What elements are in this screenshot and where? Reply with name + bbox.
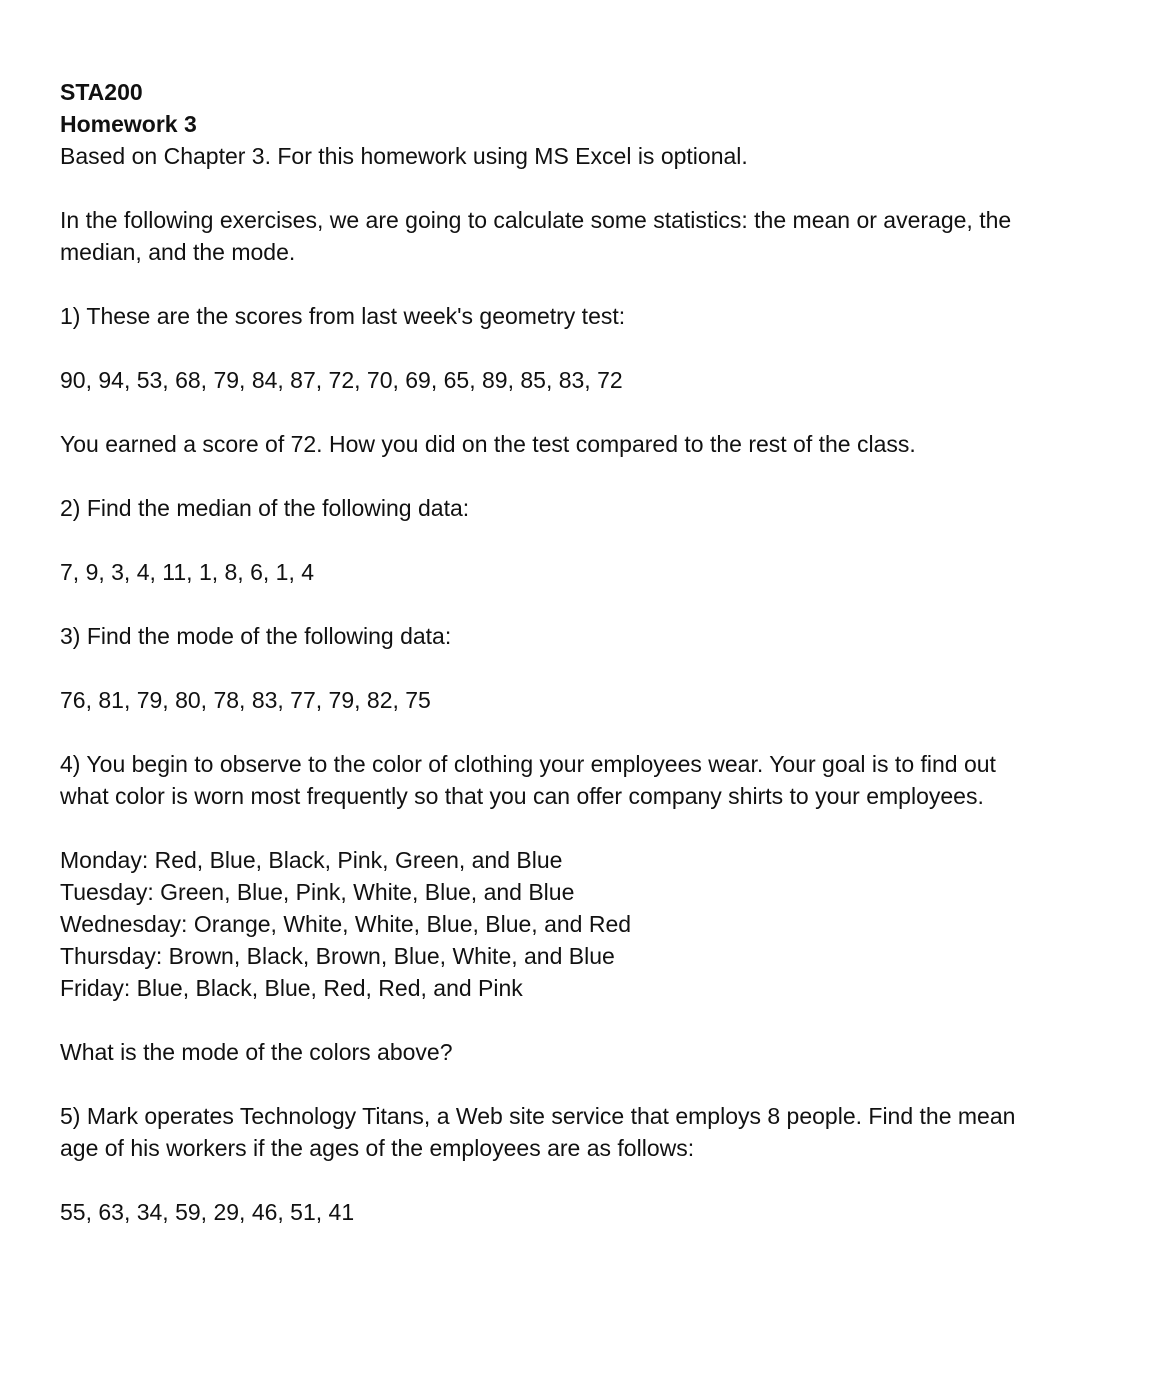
q2-prompt: 2) Find the median of the following data:: [60, 495, 470, 521]
q4-day-friday: Friday: Blue, Black, Blue, Red, Red, and Pink: [60, 975, 523, 1001]
q4-day-wednesday: Wednesday: Orange, White, White, Blue, Blue, and Red: [60, 911, 632, 937]
intro-line-2: median, and the mode.: [60, 239, 296, 265]
q5-prompt-line-1: 5) Mark operates Technology Titans, a Web site service that employs 8 people. Find the mean: [60, 1103, 1016, 1129]
homework-document: [60, 76, 1120, 1228]
q5-prompt-line-2: age of his workers if the ages of the employees are as follows:: [60, 1135, 695, 1161]
q2-data: 7, 9, 3, 4, 11, 1, 8, 6, 1, 4: [60, 559, 315, 585]
q3-prompt: 3) Find the mode of the following data:: [60, 623, 452, 649]
q4-day-tuesday: Tuesday: Green, Blue, Pink, White, Blue, and Blue: [60, 879, 575, 905]
q1-question: You earned a score of 72. How you did on the test compared to the rest of the class.: [60, 431, 916, 457]
q4-day-thursday: Thursday: Brown, Black, Brown, Blue, White, and Blue: [60, 943, 615, 969]
homework-subtitle: Based on Chapter 3. For this homework using MS Excel is optional.: [60, 143, 748, 169]
q1-data: 90, 94, 53, 68, 79, 84, 87, 72, 70, 69, 65, 89, 85, 83, 72: [60, 367, 623, 393]
intro-line-1: In the following exercises, we are going to calculate some statistics: the mean or average, the: [60, 207, 1012, 233]
q5-data: 55, 63, 34, 59, 29, 46, 51, 41: [60, 1199, 355, 1225]
q1-prompt: 1) These are the scores from last week's geometry test:: [60, 303, 626, 329]
q3-data: 76, 81, 79, 80, 78, 83, 77, 79, 82, 75: [60, 687, 431, 713]
q4-prompt-line-2: what color is worn most frequently so that you can offer company shirts to your employees.: [60, 783, 984, 809]
q4-day-monday: Monday: Red, Blue, Black, Pink, Green, and Blue: [60, 847, 563, 873]
homework-title: Homework 3: [60, 111, 197, 137]
course-code: STA200: [60, 79, 143, 105]
q4-prompt-line-1: 4) You begin to observe to the color of clothing your employees wear. Your goal is to find out: [60, 751, 996, 777]
q4-question: What is the mode of the colors above?: [60, 1039, 453, 1065]
